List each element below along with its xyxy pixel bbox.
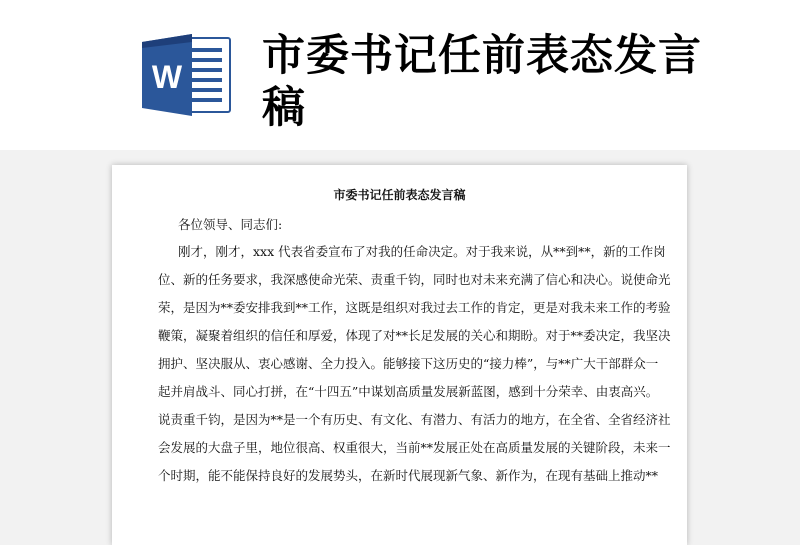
body-line: 会发展的大盘子里，地位很高、权重很大，当前**发展正处在高质量发展的关键阶段，未来一 (158, 440, 671, 455)
body-line: 说责重千钧，是因为**是一个有历史、有文化、有潜力、有活力的地方，在全省、全省经济社 (158, 412, 671, 427)
salutation: 各位领导、同志们: (178, 217, 283, 232)
word-icon (140, 32, 232, 118)
body-line: 拥护、坚决服从、衷心感谢、全力投入。能够接下这历史的“接力棒”，与**广大干部群众一 (158, 356, 659, 371)
body-line: 起并肩战斗、同心打拼，在“十四五”中谋划高质量发展新蓝图，感到十分荣幸、由衷高兴。 (158, 384, 659, 399)
word-icon-letter: W (151, 59, 183, 95)
body-line: 个时期，能不能保持良好的发展势头，在新时代展现新气象、新作为，在现有基础上推动** (158, 468, 659, 483)
body-line: 荣，是因为**委安排我到**工作，这既是组织对我过去工作的肯定，更是对我未来工作的考验 (158, 300, 671, 315)
header-banner (0, 0, 800, 150)
body-line: 鞭策，凝聚着组织的信任和厚爱，体现了对**长足发展的关心和期盼。对于**委决定，我坚决 (158, 328, 671, 343)
page-heading: 市委书记任前表态发言稿 (333, 188, 466, 202)
body-line: 刚才，刚才，xxx 代表省委宣布了对我的任命决定。对于我来说，从**到**，新的工作岗 (178, 244, 666, 259)
document-page (112, 165, 687, 545)
body-line: 位、新的任务要求，我深感使命光荣、责重千钧，同时也对未来充满了信心和决心。说使命光 (158, 272, 671, 287)
document-title: 市委书记任前表态发言稿 (262, 31, 702, 133)
